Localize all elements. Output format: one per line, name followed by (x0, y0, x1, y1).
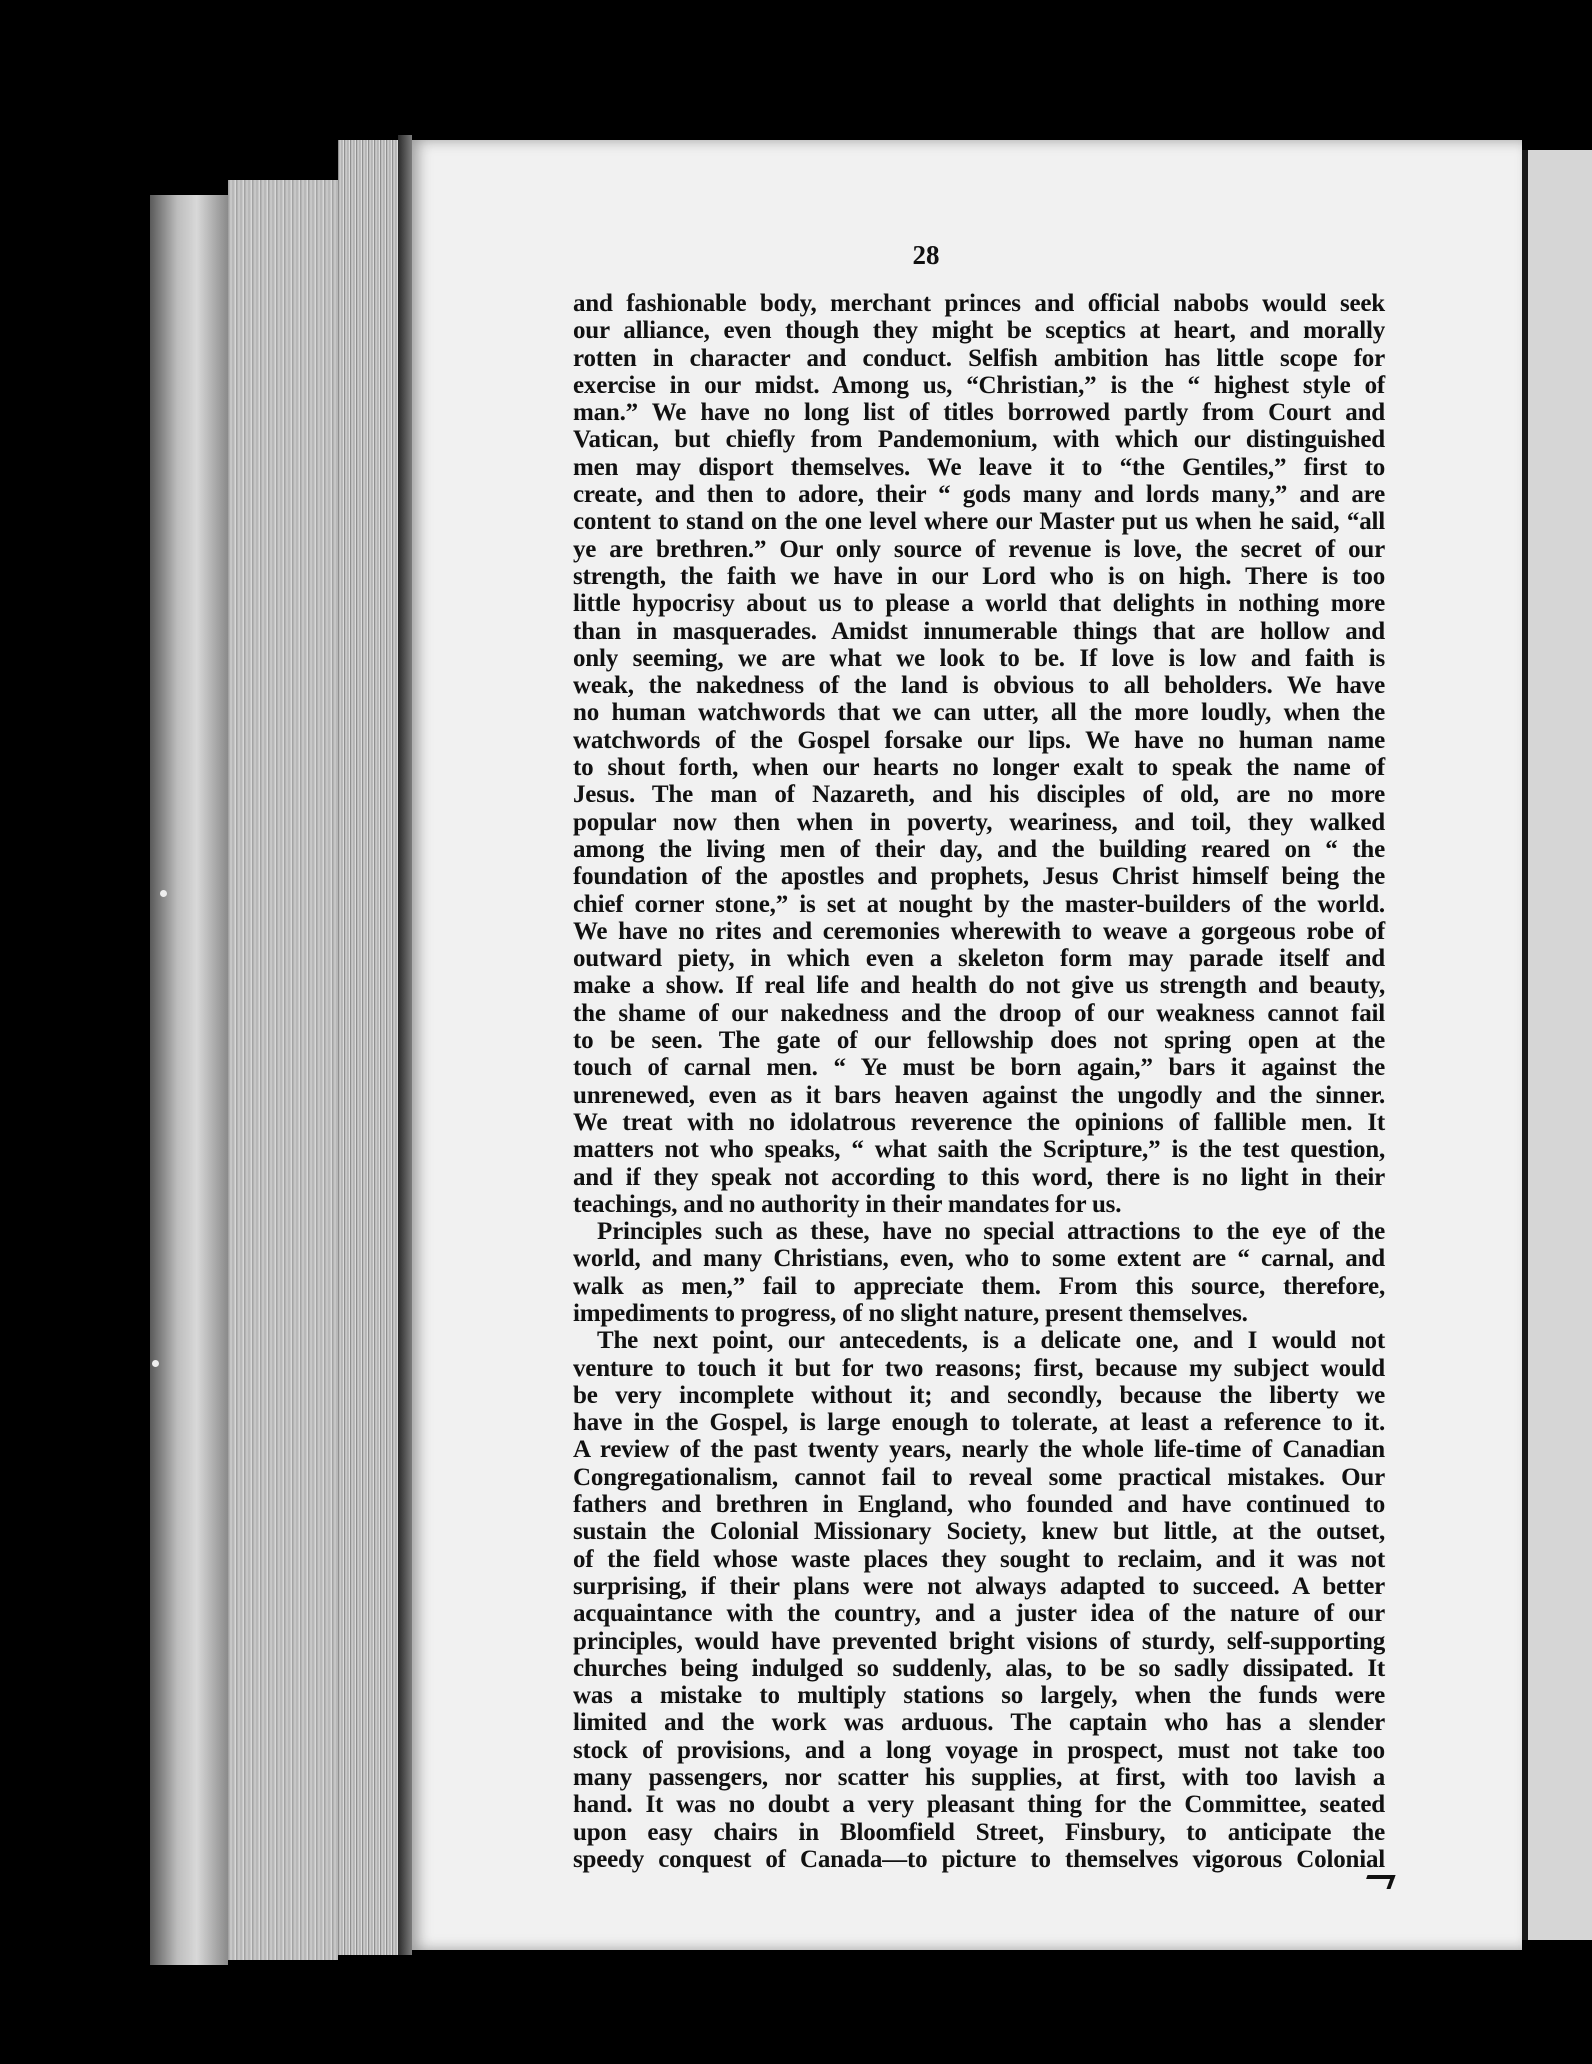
text-line: stock of provisions, and a long voyage in prospect, must not take too (573, 1736, 1385, 1764)
text-line: impediments to progress, of no slight nature, present themselves. (573, 1299, 1248, 1327)
text-line: upon easy chairs in Bloomfield Street, Finsbury, to anticipate the (573, 1818, 1385, 1846)
text-line: rotten in character and conduct. Selfish ambition has little scope for (573, 344, 1385, 372)
text-line: world, and many Christians, even, who to some extent are “ carnal, and (573, 1245, 1385, 1273)
text-line: outward piety, in which even a skeleton form may parade itself and (573, 945, 1385, 973)
text-line: touch of carnal men. “ Ye must be born again,” bars it against the (573, 1054, 1385, 1082)
text-line: churches being indulged so suddenly, alas, to be so sadly dissipated. It (573, 1654, 1385, 1682)
text-line: limited and the work was arduous. The captain who has a slender (573, 1709, 1385, 1737)
text-line: chief corner stone,” is set at nought by the master-builders of the world. (573, 890, 1385, 918)
text-line: acquaintance with the country, and a juster idea of the nature of our (573, 1600, 1385, 1628)
text-line: to be seen. The gate of our fellowship does not spring open at the (573, 1027, 1385, 1055)
text-line: watchwords of the Gospel forsake our lips. We have no human name (573, 726, 1385, 754)
text-line: speedy conquest of Canada—to picture to themselves vigorous Colonial (573, 1845, 1385, 1873)
text-line: little hypocrisy about us to please a world that delights in nothing more (573, 590, 1385, 618)
text-line: Principles such as these, have no special attractions to the eye of the (597, 1218, 1385, 1246)
text-line: create, and then to adore, their “ gods many and lords many,” and are (573, 481, 1385, 509)
facing-page-edge (1522, 150, 1592, 1940)
text-line: Vatican, but chiefly from Pandemonium, with which our distinguished (573, 426, 1385, 454)
text-line: man.” We have no long list of titles borrowed partly from Court and (573, 399, 1385, 427)
text-line: Jesus. The man of Nazareth, and his disciples of old, are no more (573, 781, 1385, 809)
text-line: content to stand on the one level where our Master put us when he said, “all (573, 508, 1385, 536)
text-line: among the living men of their day, and the building reared on “ the (573, 835, 1385, 863)
book-outer-edge (150, 195, 228, 1965)
text-line: of the field whose waste places they sought to reclaim, and it was not (573, 1545, 1385, 1573)
text-line: many passengers, nor scatter his supplies, at first, with too lavish a (573, 1764, 1385, 1792)
corner-ink-mark (1362, 1875, 1395, 1889)
text-line: strength, the faith we have in our Lord who is on high. There is too (573, 562, 1385, 590)
text-line: have in the Gospel, is large enough to tolerate, at least a reference to it. (573, 1409, 1385, 1437)
book-page-edges (228, 180, 338, 1960)
text-line: A review of the past twenty years, nearly the whole life-time of Canadian (573, 1436, 1385, 1464)
text-line: the shame of our nakedness and the droop of our weakness cannot fail (573, 999, 1385, 1027)
text-line: popular now then when in poverty, weariness, and toil, they walked (573, 808, 1385, 836)
text-line: than in masquerades. Amidst innumerable things that are hollow and (573, 617, 1385, 645)
text-line: We treat with no idolatrous reverence the opinions of fallible men. It (573, 1108, 1385, 1136)
text-line: foundation of the apostles and prophets, Jesus Christ himself being the (573, 863, 1385, 891)
text-line: principles, would have prevented bright visions of sturdy, self-supporting (573, 1627, 1385, 1655)
text-line: and if they speak not according to this word, there is no light in their (573, 1163, 1385, 1191)
text-line: matters not who speaks, “ what saith the Scripture,” is the test question, (573, 1136, 1385, 1164)
page-text (573, 290, 1385, 1873)
text-line: make a show. If real life and health do not give us strength and beauty, (573, 972, 1385, 1000)
text-line: exercise in our midst. Among us, “Christian,” is the “ highest style of (573, 371, 1385, 399)
text-line: unrenewed, even as it bars heaven against the ungodly and the sinner. (573, 1081, 1385, 1109)
text-line: hand. It was no doubt a very pleasant thing for the Committee, seated (573, 1791, 1385, 1819)
text-line: sustain the Colonial Missionary Society, knew but little, at the outset, (573, 1518, 1385, 1546)
text-line: venture to touch it but for two reasons; first, because my subject would (573, 1354, 1385, 1382)
text-line: only seeming, we are what we look to be. If love is low and faith is (573, 644, 1385, 672)
text-line: We have no rites and ceremonies wherewith to weave a gorgeous robe of (573, 917, 1385, 945)
page-gutter (398, 135, 412, 1955)
text-line: The next point, our antecedents, is a delicate one, and I would not (597, 1327, 1385, 1355)
text-line: to shout forth, when our hearts no longer exalt to speak the name of (573, 754, 1385, 782)
text-line: men may disport themselves. We leave it to “the Gentiles,” first to (573, 453, 1385, 481)
text-line: ye are brethren.” Our only source of revenue is love, the secret of our (573, 535, 1385, 563)
text-line: surprising, if their plans were not always adapted to succeed. A better (573, 1572, 1385, 1600)
text-line: and fashionable body, merchant princes and official nabobs would seek (573, 290, 1385, 317)
scan-speck (160, 890, 167, 897)
text-line: teachings, and no authority in their mandates for us. (573, 1190, 1122, 1218)
text-line: be very incomplete without it; and secondly, because the liberty we (573, 1381, 1385, 1409)
text-line: walk as men,” fail to appreciate them. From this source, therefore, (573, 1272, 1385, 1300)
text-line: weak, the nakedness of the land is obvious to all beholders. We have (573, 672, 1385, 700)
scan-speck (152, 1360, 159, 1367)
text-line: our alliance, even though they might be sceptics at heart, and morally (573, 317, 1385, 345)
text-line: was a mistake to multiply stations so largely, when the funds were (573, 1682, 1385, 1710)
text-line: no human watchwords that we can utter, all the more loudly, when the (573, 699, 1385, 727)
page-number: 28 (912, 240, 940, 270)
text-line: fathers and brethren in England, who founded and have continued to (573, 1491, 1385, 1519)
text-line: Congregationalism, cannot fail to reveal some practical mistakes. Our (573, 1463, 1385, 1491)
